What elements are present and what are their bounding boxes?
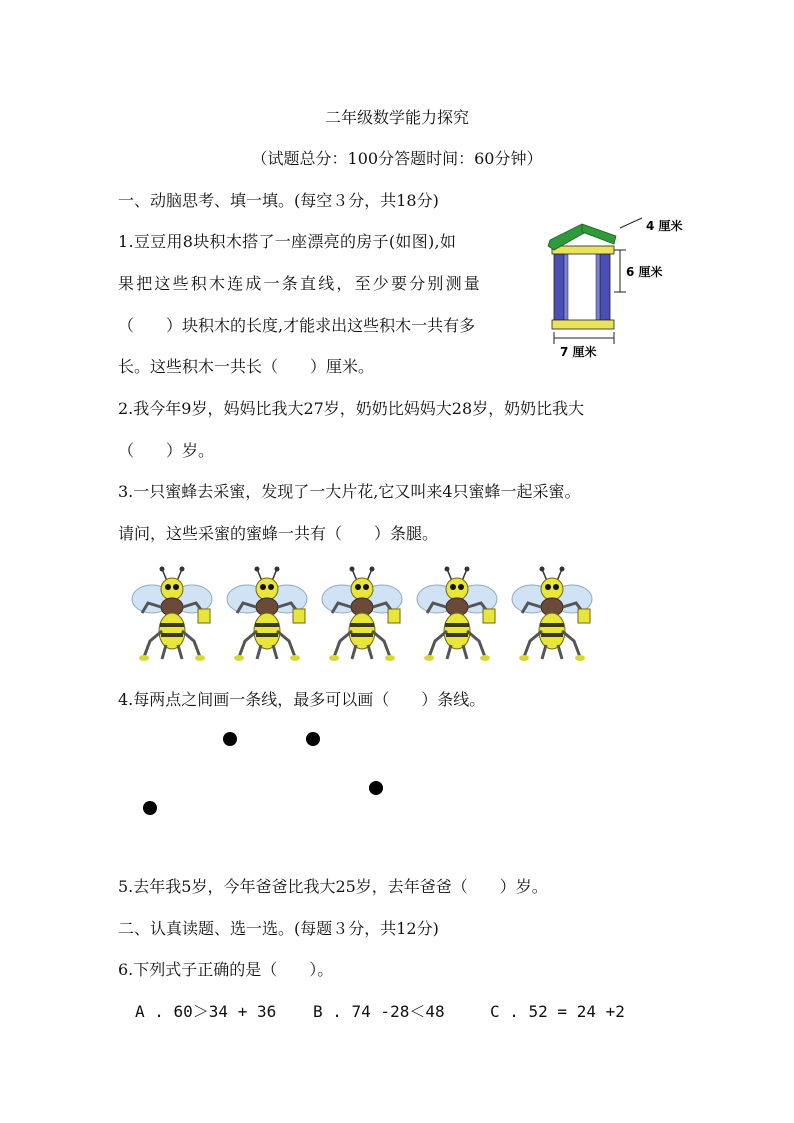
q1-line-1: 1.豆豆用8块积木搭了一座漂亮的房子(如图),如 bbox=[118, 232, 457, 251]
wall-blocks bbox=[554, 254, 610, 320]
dot bbox=[143, 801, 157, 815]
q2-line-1: 2.我今年9岁，妈妈比我大27岁，奶奶比妈妈大28岁，奶奶比我大 bbox=[118, 399, 585, 418]
block-house-figure bbox=[540, 210, 690, 360]
dot bbox=[369, 781, 383, 795]
figure-label-bottom: 7 厘米 bbox=[560, 345, 597, 359]
q5-line-1: 5.去年我5岁，今年爸爸比我大25岁，去年爸爸（ ）岁。 bbox=[118, 877, 548, 896]
q2-line-2: （ ）岁。 bbox=[118, 441, 215, 460]
dimension-line-top bbox=[620, 218, 642, 228]
q3-line-1: 3.一只蜜蜂去采蜜，发现了一大片花,它又叫来4只蜜蜂一起采蜜。 bbox=[118, 482, 581, 501]
section-2-heading: 二、认真读题、选一选。(每题３分，共12分) bbox=[118, 919, 439, 938]
q1-line-2: 果把这些积木连成一条直线，至少要分别测量 bbox=[118, 274, 483, 293]
q3-line-2: 请问，这些采蜜的蜜蜂一共有（ ）条腿。 bbox=[118, 524, 439, 543]
dots-figure bbox=[130, 725, 430, 825]
bee bbox=[227, 567, 307, 662]
q4-line-1: 4.每两点之间画一条线，最多可以画（ ）条线。 bbox=[118, 690, 486, 709]
q6-option-b: B . 74 -28＜48 bbox=[313, 1002, 445, 1021]
bee bbox=[417, 567, 497, 662]
q6-stem: 6.下列式子正确的是（ ）。 bbox=[118, 960, 334, 979]
bee bbox=[512, 567, 592, 662]
q1-line-4: 长。这些积木一共长（ ）厘米。 bbox=[118, 357, 375, 376]
figure-label-side: 6 厘米 bbox=[626, 265, 663, 279]
dot bbox=[223, 732, 237, 746]
figure-label-top: 4 厘米 bbox=[646, 219, 683, 233]
q1-line-3: （ ）块积木的长度,才能求出这些积木一共有多 bbox=[118, 316, 476, 335]
q6-option-c: C . 52 = 24 +2 bbox=[490, 1002, 625, 1021]
bee-row bbox=[130, 565, 610, 665]
bee bbox=[132, 567, 212, 662]
bee bbox=[322, 567, 402, 662]
section-1-heading: 一、动脑思考、填一填。(每空３分，共18分) bbox=[118, 191, 439, 210]
q6-option-a: A . 60＞34 + 36 bbox=[135, 1002, 277, 1021]
dot bbox=[306, 732, 320, 746]
page-subtitle: （试题总分：100分答题时间：60分钟） bbox=[251, 149, 543, 168]
page-title: 二年级数学能力探究 bbox=[324, 108, 469, 127]
